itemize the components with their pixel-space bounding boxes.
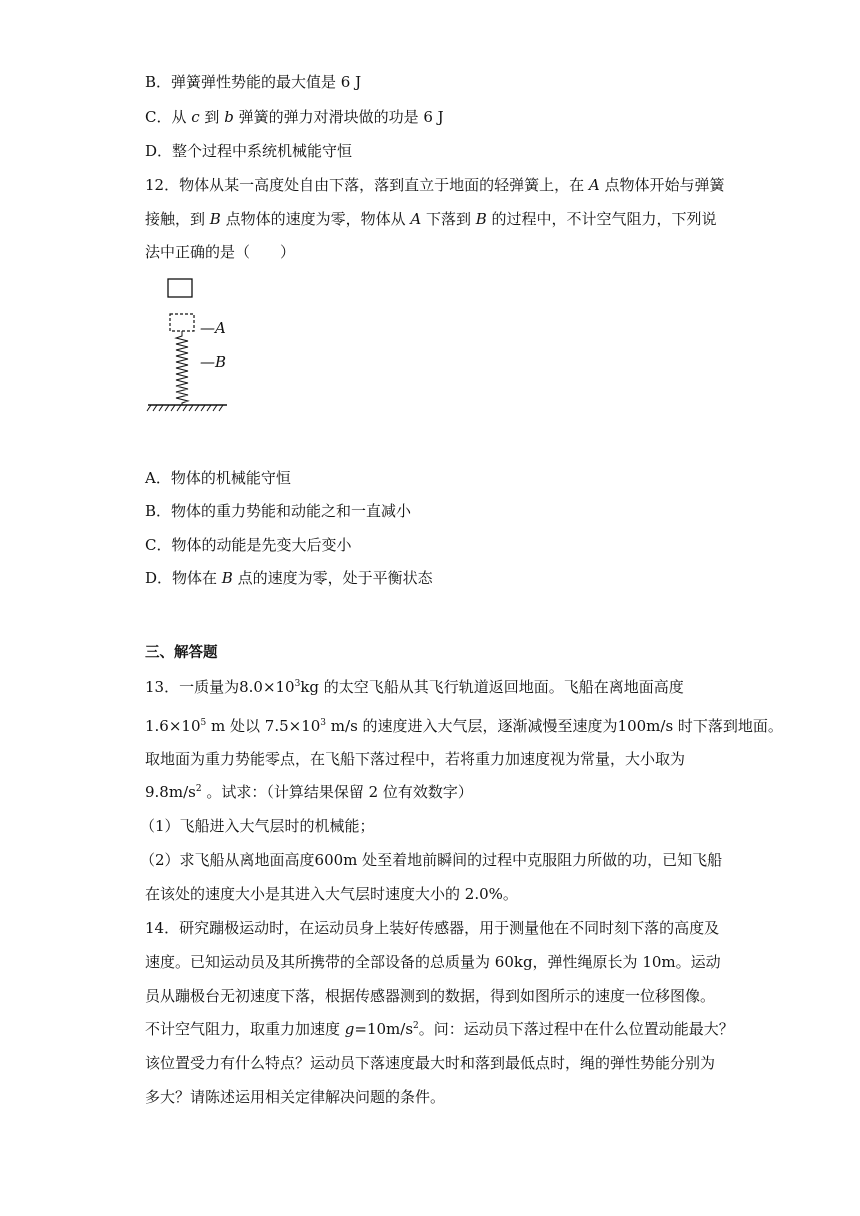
q11-option-b: B．弹簧弹性势能的最大值是 6 J [145,73,362,91]
q12-stem-line3: 法中正确的是（ ） [145,243,296,261]
label-b: —B [200,353,227,371]
q13-part1: （1）飞船进入大气层时的机械能； [140,817,375,835]
q13-line1: 13．一质量为$8.0\times 10^3kg$ 的太空飞船从其飞行轨道返回地面。飞船在离地面高度 [145,678,684,696]
q12-stem-line2: 接触，到 B 点物体的速度为零，物体从 A 下落到 B 的过程中，不计空气阻力，下列说 [145,210,717,228]
block-at-a-dashed [170,314,194,331]
q13-line2: $1.6\times 10^5$ m 处以 $7.5\times 10^3$ m/s 的速度进入大气层，逐渐减慢至速度为100m/s 时下落到地面。 [145,717,783,735]
q12-option-b: B．物体的重力势能和动能之和一直减小 [145,502,412,520]
ground-hatching [147,405,223,411]
section-title: 三、解答题 [145,645,218,661]
q12-option-c: C．物体的动能是先变大后变小 [145,536,352,554]
q14-line2: 速度。已知运动员及其所携带的全部设备的总质量为 60kg，弹性绳原长为 10m。运动 [145,953,721,971]
q13-part2: （2）求飞船从离地面高度600m 处至着地前瞬间的过程中克服阻力所做的功，已知飞船 [140,851,723,869]
q14-line6: 多大？请陈述运用相关定律解决问题的条件。 [145,1088,446,1106]
q14-line5: 该位置受力有什么特点？运动员下落速度最大时和落到最低点时，绳的弹性势能分别为 [145,1054,716,1072]
q14-line3: 员从蹦极台无初速度下落，根据传感器测到的数据，得到如图所示的速度一位移图像。 [145,987,716,1005]
q12-option-a: A．物体的机械能守恒 [145,469,291,487]
q14-line1: 14．研究蹦极运动时，在运动员身上装好传感器，用于测量他在不同时刻下落的高度及 [145,919,720,937]
q11-option-c: C．从 c 到 b 弹簧的弹力对滑块做的功是 6 J [145,108,444,126]
falling-block [168,279,192,297]
q13-line4: $9.8m/s^2$ 。试求：（计算结果保留 2 位有效数字） [145,783,473,801]
spring-block-figure [145,276,255,416]
q13-line3: 取地面为重力势能零点，在飞船下落过程中，若将重力加速度视为常量，大小取为 [145,750,686,768]
q12-stem-line1: 12．物体从某一高度处自由下落，落到直立于地面的轻弹簧上，在 A 点物体开始与弹簧 [145,176,725,194]
spring [176,331,188,405]
q13-line7: 在该处的速度大小是其进入大气层时速度大小的 2.0%。 [145,885,518,903]
label-a: —A [200,319,226,337]
q14-line4: 不计空气阻力，取重力加速度 $g=10m/s^2$。问：运动员下落过程中在什么位置动能最大？ [145,1020,734,1038]
q12-option-d: D．物体在 B 点的速度为零，处于平衡状态 [145,569,433,587]
q11-option-d: D．整个过程中系统机械能守恒 [145,142,353,160]
